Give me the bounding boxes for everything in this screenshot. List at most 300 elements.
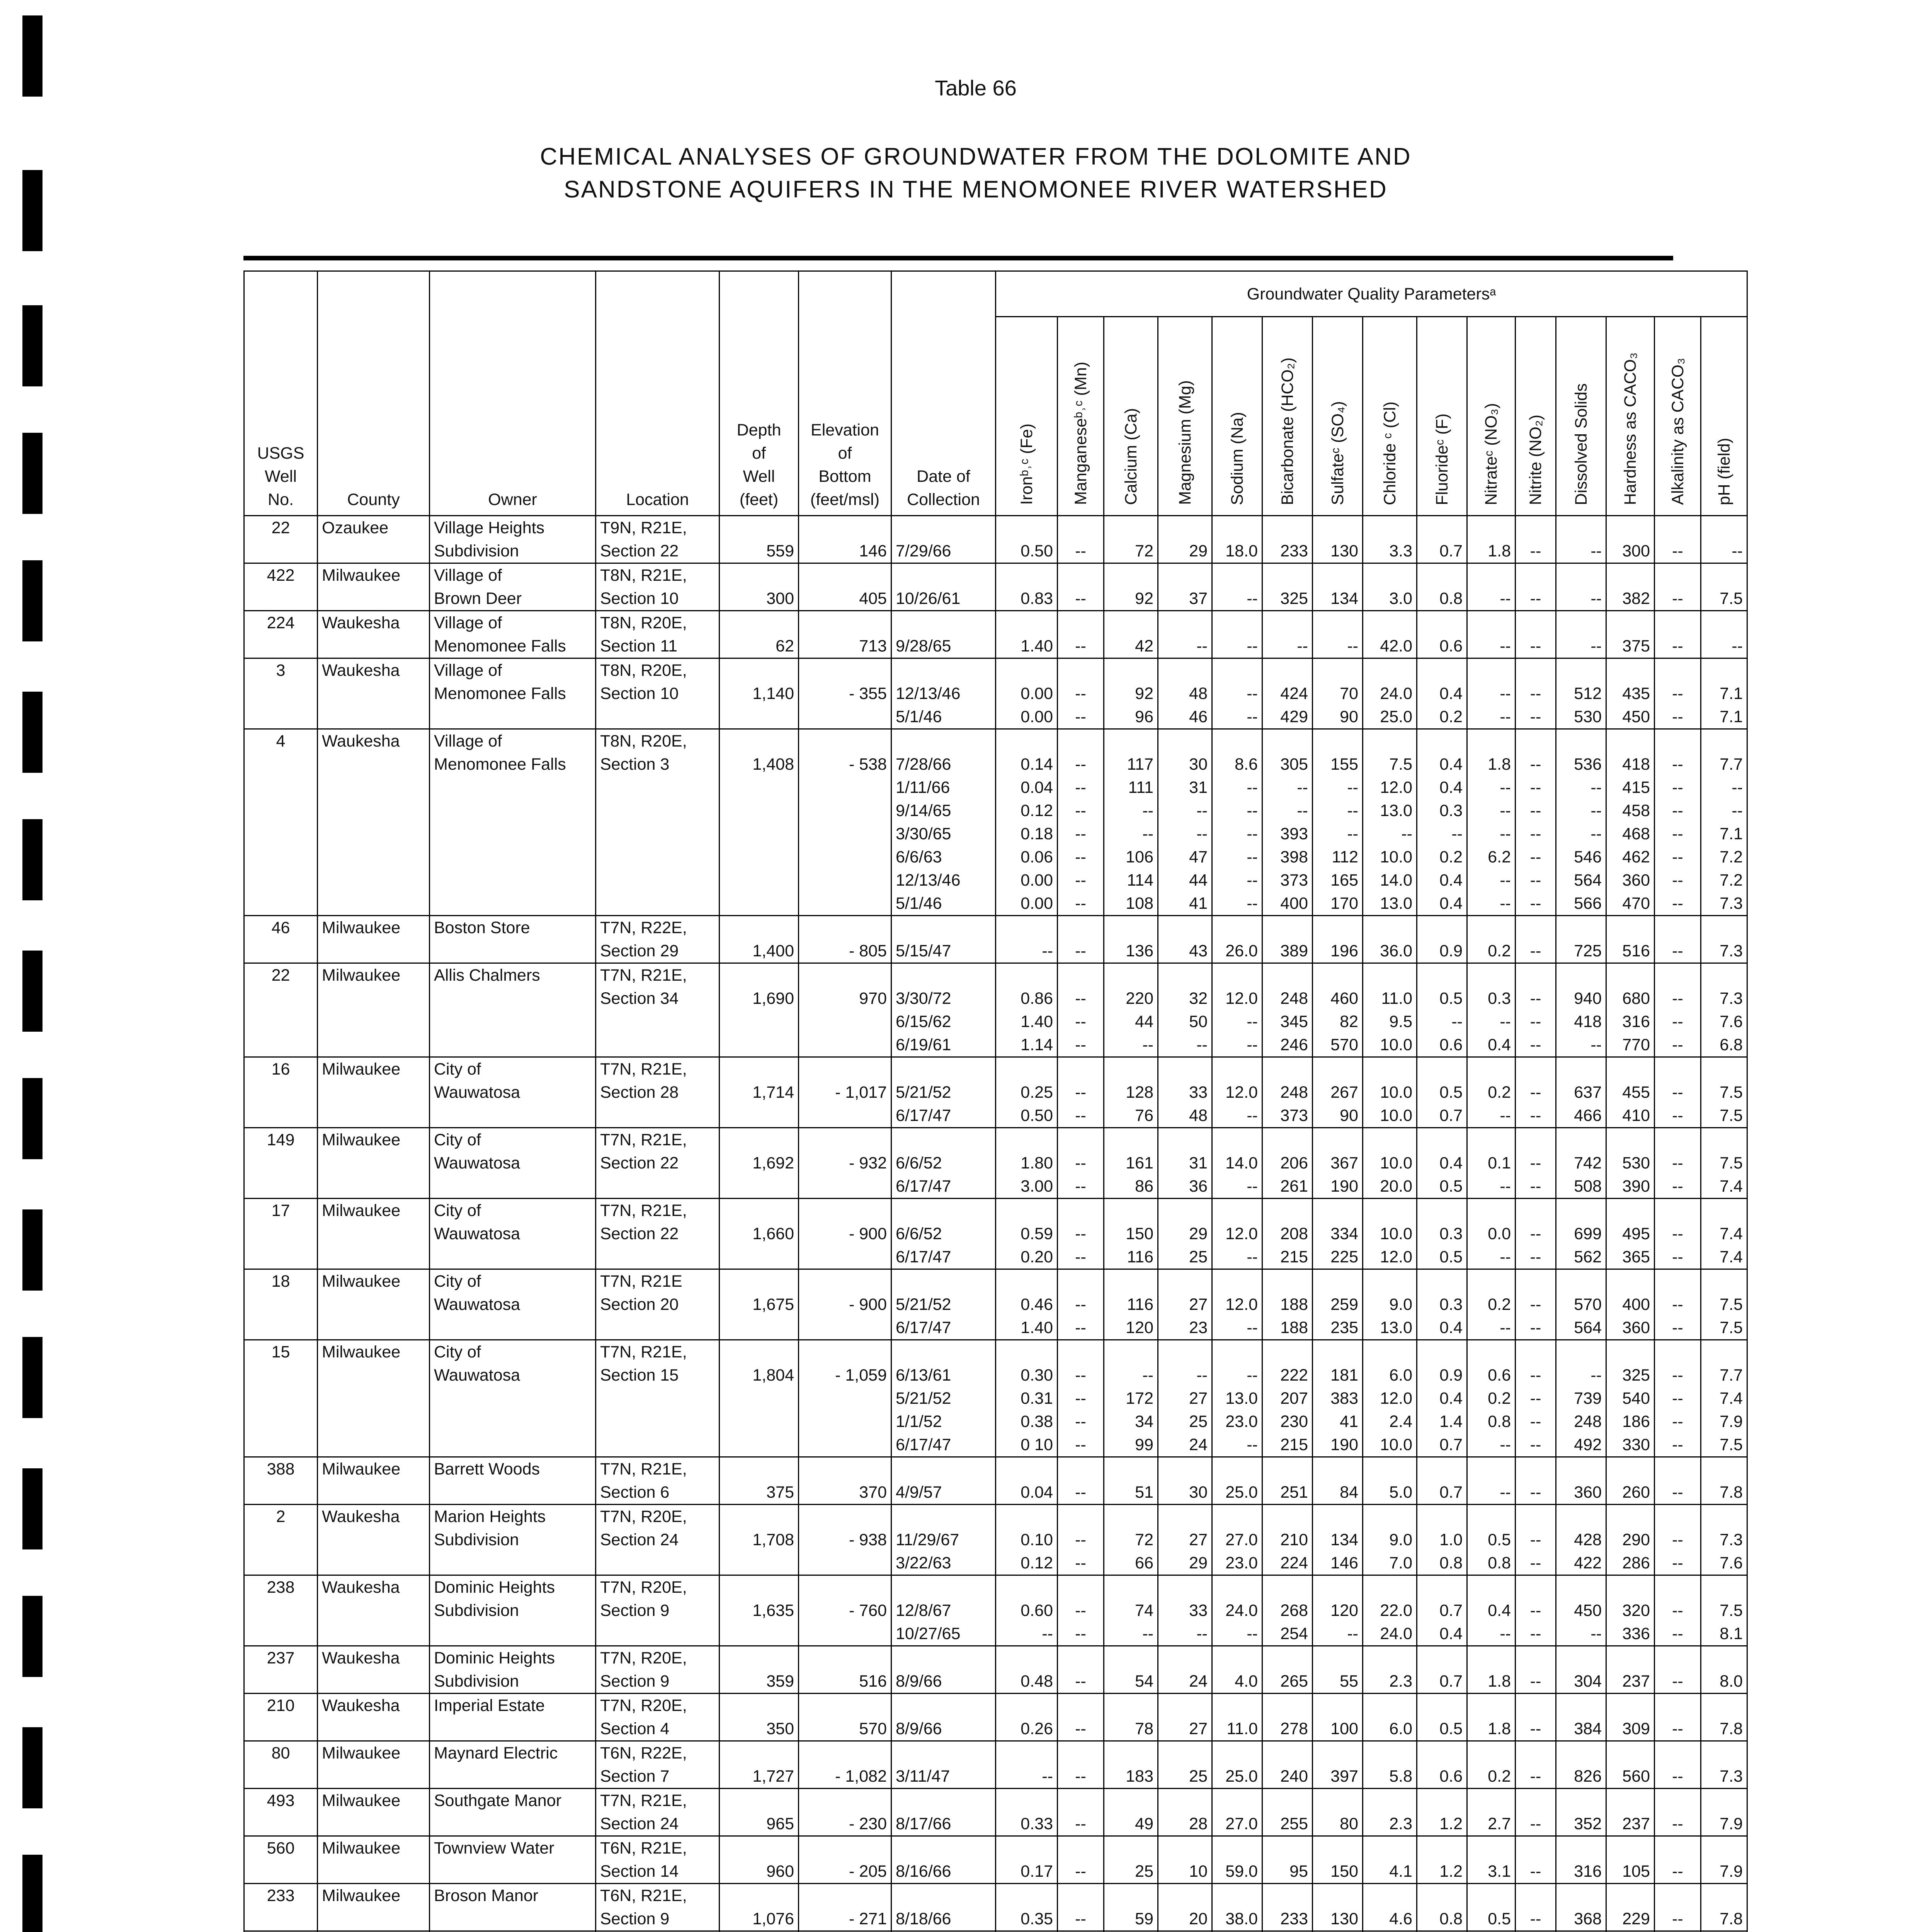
table-row — [244, 1245, 1747, 1269]
table-cell: 10.0 — [1363, 1033, 1417, 1057]
header-nitrate — [1467, 317, 1516, 516]
table-cell — [1556, 1836, 1606, 1860]
table-cell — [1313, 658, 1363, 682]
table-row — [244, 1457, 1747, 1481]
table-cell — [799, 799, 891, 822]
table-cell: -- — [1313, 634, 1363, 658]
table-cell: 224 — [244, 611, 318, 635]
table-cell — [1467, 916, 1516, 940]
table-cell — [244, 753, 318, 776]
table-cell: -- — [1516, 1812, 1556, 1836]
table-row — [244, 634, 1747, 658]
table-cell: Section 14 — [596, 1860, 720, 1884]
table-cell: 0.5 — [1467, 1907, 1516, 1931]
table-cell: -- — [1058, 587, 1104, 611]
table-cell — [1313, 1575, 1363, 1599]
table-cell: 5/1/46 — [891, 705, 996, 729]
binding-mark — [22, 692, 43, 773]
table-cell — [1417, 1884, 1467, 1908]
table-cell: -- — [1212, 1622, 1262, 1646]
table-cell: 960 — [720, 1860, 799, 1884]
table-cell — [891, 563, 996, 587]
table-cell: 0.00 — [996, 682, 1058, 705]
table-cell: Wauwatosa — [430, 1364, 596, 1387]
table-cell: -- — [1655, 539, 1701, 563]
table-cell — [430, 845, 596, 869]
table-cell — [318, 1410, 430, 1433]
binding-mark — [22, 1337, 43, 1418]
table-cell: 965 — [720, 1812, 799, 1836]
table-cell: -- — [1655, 799, 1701, 822]
table-cell: 0.7 — [1417, 1670, 1467, 1694]
table-cell: 290 — [1606, 1528, 1655, 1551]
table-cell — [1606, 1340, 1655, 1364]
header-sodium — [1212, 317, 1262, 516]
table-cell: 0.33 — [996, 1812, 1058, 1836]
table-cell — [1104, 729, 1158, 753]
table-cell: -- — [1467, 822, 1516, 845]
header-location: Location — [596, 271, 720, 516]
table-cell: 54 — [1104, 1670, 1158, 1694]
table-cell — [799, 1316, 891, 1340]
table-cell: -- — [1516, 1293, 1556, 1316]
table-cell — [891, 658, 996, 682]
table-cell: 0.8 — [1467, 1551, 1516, 1575]
table-cell — [1262, 1789, 1313, 1813]
table-cell: 2.3 — [1363, 1812, 1417, 1836]
table-cell: 48 — [1158, 682, 1212, 705]
table-cell — [318, 705, 430, 729]
table-cell: 190 — [1313, 1433, 1363, 1457]
table-cell: 7.5 — [1701, 1293, 1747, 1316]
table-cell: -- — [1655, 753, 1701, 776]
table-cell — [1363, 1789, 1417, 1813]
table-cell: 0.00 — [996, 869, 1058, 892]
table-cell — [1212, 963, 1262, 987]
table-cell: -- — [1655, 705, 1701, 729]
table-cell: 90 — [1313, 705, 1363, 729]
table-cell: -- — [1058, 753, 1104, 776]
table-cell — [1058, 1694, 1104, 1718]
table-cell — [720, 1340, 799, 1364]
table-cell: 466 — [1556, 1104, 1606, 1128]
table-cell — [1104, 1789, 1158, 1813]
table-cell — [1606, 729, 1655, 753]
table-cell — [799, 1884, 891, 1908]
table-cell: Maynard Electric — [430, 1741, 596, 1765]
table-cell: Wauwatosa — [430, 1151, 596, 1175]
table-cell — [244, 1433, 318, 1457]
table-cell: -- — [1516, 1081, 1556, 1104]
table-cell: Section 22 — [596, 1151, 720, 1175]
table-cell — [1556, 1057, 1606, 1081]
table-cell: -- — [1058, 1010, 1104, 1033]
table-cell: 8/16/66 — [891, 1860, 996, 1884]
table-cell: 428 — [1556, 1528, 1606, 1551]
table-cell: T6N, R22E, — [596, 1741, 720, 1765]
table-cell: 0.6 — [1467, 1364, 1516, 1387]
table-cell: 7.5 — [1363, 753, 1417, 776]
table-cell — [1158, 1646, 1212, 1670]
analyses-table-body — [244, 516, 1747, 1932]
table-cell: 12.0 — [1212, 1081, 1262, 1104]
table-cell: 240 — [1262, 1765, 1313, 1789]
table-cell: 238 — [244, 1575, 318, 1599]
table-cell: 0.20 — [996, 1245, 1058, 1269]
table-cell — [244, 1622, 318, 1646]
table-cell — [799, 705, 891, 729]
table-cell: 66 — [1104, 1551, 1158, 1575]
table-cell — [1262, 963, 1313, 987]
table-cell: 0.6 — [1417, 1033, 1467, 1057]
table-cell: 22 — [244, 963, 318, 987]
table-cell: 24.0 — [1363, 682, 1417, 705]
table-cell — [1058, 729, 1104, 753]
table-cell — [244, 1860, 318, 1884]
table-cell: -- — [1058, 1765, 1104, 1789]
table-cell — [318, 539, 430, 563]
table-cell — [1363, 1057, 1417, 1081]
table-cell: 360 — [1606, 1316, 1655, 1340]
table-cell — [1516, 1789, 1556, 1813]
table-cell — [1262, 1340, 1313, 1364]
table-cell: Barrett Woods — [430, 1457, 596, 1481]
table-cell: 0.14 — [996, 753, 1058, 776]
table-cell — [996, 1505, 1058, 1529]
table-cell: Milwaukee — [318, 916, 430, 940]
table-cell: -- — [1058, 1033, 1104, 1057]
table-cell: 188 — [1262, 1293, 1313, 1316]
table-cell — [1655, 1836, 1701, 1860]
table-cell — [1516, 1505, 1556, 1529]
table-cell: 0.5 — [1417, 987, 1467, 1010]
table-row — [244, 1033, 1747, 1057]
table-cell: -- — [1655, 1364, 1701, 1387]
table-cell — [244, 587, 318, 611]
table-row — [244, 1622, 1747, 1646]
table-row — [244, 987, 1747, 1010]
table-cell: 0.04 — [996, 1481, 1058, 1505]
table-cell — [891, 1836, 996, 1860]
table-cell: 13.0 — [1363, 892, 1417, 916]
table-cell: T7N, R21E, — [596, 1128, 720, 1152]
table-cell: T7N, R21E, — [596, 1057, 720, 1081]
table-cell: 1,660 — [720, 1222, 799, 1245]
table-cell: 429 — [1262, 705, 1313, 729]
table-cell: 2.4 — [1363, 1410, 1417, 1433]
table-cell — [720, 845, 799, 869]
table-cell: -- — [1058, 776, 1104, 799]
table-cell — [244, 1599, 318, 1622]
table-cell: -- — [1058, 1316, 1104, 1340]
table-cell — [1701, 1741, 1747, 1765]
table-cell: 508 — [1556, 1175, 1606, 1199]
table-cell: 384 — [1556, 1717, 1606, 1741]
table-cell: 31 — [1158, 1151, 1212, 1175]
table-cell — [244, 1104, 318, 1128]
table-cell: 13.0 — [1363, 1316, 1417, 1340]
table-row — [244, 1175, 1747, 1199]
table-cell — [1363, 516, 1417, 540]
table-cell: 70 — [1313, 682, 1363, 705]
table-cell — [799, 1836, 891, 1860]
table-cell: 559 — [720, 539, 799, 563]
table-cell: T7N, R21E — [596, 1269, 720, 1293]
table-cell — [1701, 1694, 1747, 1718]
table-cell: 136 — [1104, 939, 1158, 963]
table-cell: 6/6/52 — [891, 1151, 996, 1175]
table-cell: -- — [1058, 822, 1104, 845]
table-cell — [1363, 1340, 1417, 1364]
table-cell — [318, 1175, 430, 1199]
table-cell: 3.0 — [1363, 587, 1417, 611]
table-cell — [430, 1316, 596, 1340]
table-cell — [1262, 1741, 1313, 1765]
table-cell: 1.2 — [1417, 1812, 1467, 1836]
table-cell — [244, 1010, 318, 1033]
table-cell — [1467, 1057, 1516, 1081]
table-cell: 237 — [1606, 1670, 1655, 1694]
table-cell — [720, 776, 799, 799]
table-cell: 9.0 — [1363, 1528, 1417, 1551]
table-cell: Section 24 — [596, 1528, 720, 1551]
table-cell — [318, 1551, 430, 1575]
table-cell: 90 — [1313, 1104, 1363, 1128]
table-cell — [1556, 563, 1606, 587]
table-cell — [891, 1694, 996, 1718]
table-cell — [1606, 963, 1655, 987]
table-cell — [430, 1551, 596, 1575]
table-cell: 370 — [799, 1481, 891, 1505]
table-cell — [318, 682, 430, 705]
table-cell: -- — [1701, 799, 1747, 822]
table-cell: -- — [1655, 1599, 1701, 1622]
table-cell: 360 — [1556, 1481, 1606, 1505]
table-cell: 350 — [720, 1717, 799, 1741]
table-cell — [720, 1410, 799, 1433]
table-cell — [720, 1104, 799, 1128]
table-cell — [1212, 1505, 1262, 1529]
table-cell: 450 — [1556, 1599, 1606, 1622]
table-cell: 0.7 — [1417, 1104, 1467, 1128]
table-cell: -- — [1058, 1364, 1104, 1387]
table-cell — [1104, 1199, 1158, 1223]
table-cell: 149 — [244, 1128, 318, 1152]
table-cell: 120 — [1313, 1599, 1363, 1622]
table-cell: 92 — [1104, 682, 1158, 705]
table-cell: -- — [1516, 1670, 1556, 1694]
table-cell: 11.0 — [1363, 987, 1417, 1010]
table-cell — [1158, 1575, 1212, 1599]
table-cell: 29 — [1158, 539, 1212, 563]
table-cell: 0.7 — [1417, 1433, 1467, 1457]
table-cell: 12.0 — [1363, 1245, 1417, 1269]
header-manganese — [1058, 317, 1104, 516]
table-cell: - 760 — [799, 1599, 891, 1622]
table-cell: -- — [1313, 799, 1363, 822]
table-cell: 265 — [1262, 1670, 1313, 1694]
table-cell: 7.2 — [1701, 845, 1747, 869]
table-cell: Waukesha — [318, 729, 430, 753]
table-cell: -- — [1467, 1010, 1516, 1033]
table-cell: City of — [430, 1340, 596, 1364]
table-cell — [1606, 1269, 1655, 1293]
table-cell — [1058, 611, 1104, 635]
table-cell: 418 — [1606, 753, 1655, 776]
table-cell: Milwaukee — [318, 1789, 430, 1813]
table-cell: 24 — [1158, 1670, 1212, 1694]
table-cell: -- — [1516, 1860, 1556, 1884]
table-row — [244, 1694, 1747, 1718]
table-cell — [1058, 1836, 1104, 1860]
table-cell: 215 — [1262, 1245, 1313, 1269]
table-cell — [1516, 1269, 1556, 1293]
table-cell — [720, 1433, 799, 1457]
table-cell — [1655, 658, 1701, 682]
table-cell: 325 — [1262, 587, 1313, 611]
table-cell — [1158, 1199, 1212, 1223]
table-cell: 680 — [1606, 987, 1655, 1010]
table-cell — [891, 916, 996, 940]
table-cell: 18 — [244, 1269, 318, 1293]
table-cell: 10.0 — [1363, 1081, 1417, 1104]
table-cell: 7.7 — [1701, 1364, 1747, 1387]
table-cell: -- — [1516, 1010, 1556, 1033]
table-cell — [1212, 563, 1262, 587]
table-cell: 0.5 — [1417, 1081, 1467, 1104]
table-cell: 0.4 — [1417, 1151, 1467, 1175]
table-cell — [1516, 1575, 1556, 1599]
table-cell — [1417, 516, 1467, 540]
table-cell: 278 — [1262, 1717, 1313, 1741]
table-cell: -- — [1058, 987, 1104, 1010]
table-cell — [318, 1316, 430, 1340]
table-cell: 12.0 — [1212, 987, 1262, 1010]
table-cell: 0.35 — [996, 1907, 1058, 1931]
table-cell: 112 — [1313, 845, 1363, 869]
table-cell: 30 — [1158, 753, 1212, 776]
table-cell — [1313, 1057, 1363, 1081]
table-cell: 207 — [1262, 1387, 1313, 1410]
table-cell: 4.1 — [1363, 1860, 1417, 1884]
table-cell — [596, 1410, 720, 1433]
table-cell — [799, 1340, 891, 1364]
table-cell — [1655, 1575, 1701, 1599]
table-cell: 1,690 — [720, 987, 799, 1010]
table-cell: 259 — [1313, 1293, 1363, 1316]
table-cell — [318, 799, 430, 822]
table-cell — [318, 892, 430, 916]
table-cell — [596, 892, 720, 916]
table-cell — [1262, 563, 1313, 587]
table-cell: 237 — [244, 1646, 318, 1670]
table-cell — [891, 1269, 996, 1293]
table-cell: 7.3 — [1701, 1528, 1747, 1551]
table-cell: -- — [1212, 822, 1262, 845]
table-cell: Milwaukee — [318, 1836, 430, 1860]
table-cell: 0.31 — [996, 1387, 1058, 1410]
table-cell — [1058, 916, 1104, 940]
table-cell: -- — [1158, 799, 1212, 822]
table-cell: 25.0 — [1212, 1765, 1262, 1789]
table-cell — [1606, 658, 1655, 682]
table-cell: 0.46 — [996, 1293, 1058, 1316]
table-cell: 7.0 — [1363, 1551, 1417, 1575]
table-cell — [891, 1789, 996, 1813]
table-cell — [1467, 563, 1516, 587]
header-sulfate-label: Sulfateᶜ (SO₄) — [1328, 401, 1347, 505]
table-cell — [244, 776, 318, 799]
table-cell — [1313, 1789, 1363, 1813]
table-cell: 6/17/47 — [891, 1175, 996, 1199]
table-cell: 76 — [1104, 1104, 1158, 1128]
table-cell: 183 — [1104, 1765, 1158, 1789]
table-cell: 23 — [1158, 1316, 1212, 1340]
table-cell: -- — [1655, 1081, 1701, 1104]
table-cell: 0.4 — [1417, 892, 1467, 916]
table-cell — [1467, 516, 1516, 540]
table-cell — [1606, 1789, 1655, 1813]
table-cell — [1516, 1057, 1556, 1081]
table-cell — [1363, 1575, 1417, 1599]
table-cell: 100 — [1313, 1717, 1363, 1741]
table-cell: 570 — [1556, 1293, 1606, 1316]
table-cell: 7.4 — [1701, 1387, 1747, 1410]
table-cell — [891, 729, 996, 753]
table-cell — [720, 1175, 799, 1199]
table-cell: -- — [1516, 1387, 1556, 1410]
table-cell: 368 — [1556, 1907, 1606, 1931]
table-cell — [1556, 1128, 1606, 1152]
table-cell — [318, 1528, 430, 1551]
table-cell: City of — [430, 1057, 596, 1081]
table-cell — [1516, 658, 1556, 682]
table-title-line-2: SANDSTONE AQUIFERS IN THE MENOMONEE RIVER WATERSHED — [564, 176, 1388, 203]
table-cell: T7N, R20E, — [596, 1646, 720, 1670]
table-row — [244, 1860, 1747, 1884]
table-cell — [1158, 1836, 1212, 1860]
header-chloride-label: Chloride ᶜ (Cl) — [1380, 401, 1399, 505]
table-cell: Menomonee Falls — [430, 753, 596, 776]
table-cell: -- — [1516, 1528, 1556, 1551]
table-cell: 36.0 — [1363, 939, 1417, 963]
table-cell: T7N, R21E, — [596, 1789, 720, 1813]
table-cell — [1516, 1128, 1556, 1152]
table-cell: 1.8 — [1467, 1670, 1516, 1694]
table-cell: -- — [1516, 1717, 1556, 1741]
table-cell — [996, 1457, 1058, 1481]
table-cell: Subdivision — [430, 1599, 596, 1622]
table-cell: 390 — [1606, 1175, 1655, 1199]
table-cell: T7N, R20E, — [596, 1694, 720, 1718]
table-cell: 530 — [1606, 1151, 1655, 1175]
table-cell: 25 — [1158, 1245, 1212, 1269]
table-cell: 13.0 — [1363, 799, 1417, 822]
table-cell: -- — [1058, 1860, 1104, 1884]
table-row — [244, 1128, 1747, 1152]
table-cell: -- — [1058, 1551, 1104, 1575]
table-cell — [1104, 963, 1158, 987]
table-cell: 8/17/66 — [891, 1812, 996, 1836]
table-cell: 373 — [1262, 869, 1313, 892]
table-cell: Village of — [430, 729, 596, 753]
table-cell: 560 — [1606, 1765, 1655, 1789]
table-cell — [1313, 1646, 1363, 1670]
table-cell — [1262, 916, 1313, 940]
table-cell — [1058, 1340, 1104, 1364]
table-cell: -- — [1058, 1599, 1104, 1622]
table-cell — [1262, 1199, 1313, 1223]
